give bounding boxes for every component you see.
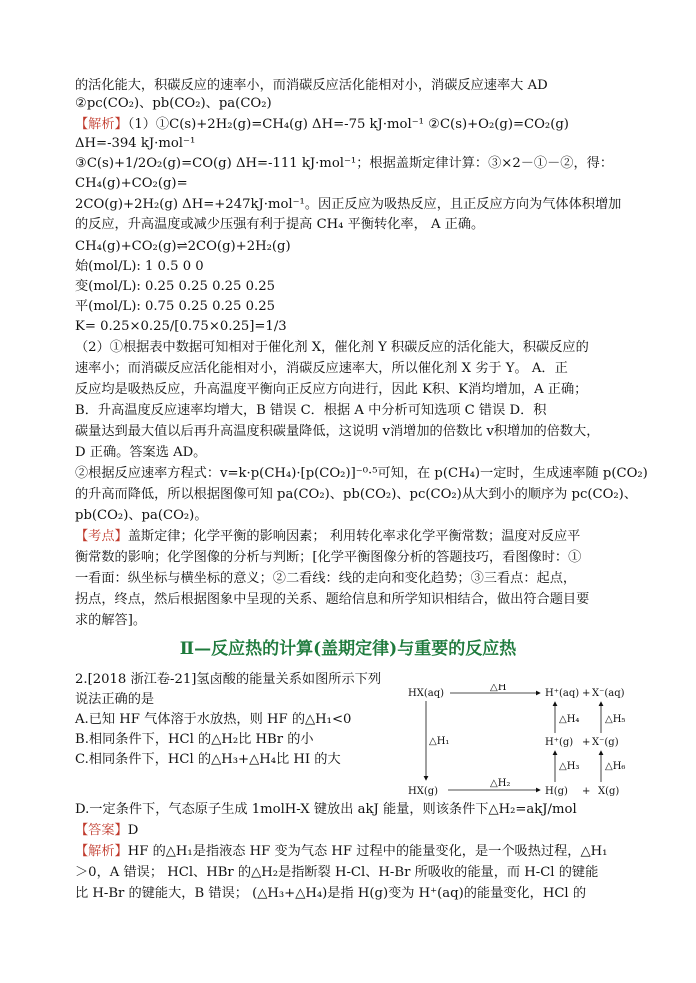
text-line (75, 238, 291, 256)
line-text: C.相同条件下，HCl 的△H₃+△H₄比 HI 的大 (75, 752, 341, 767)
text-line (75, 278, 275, 296)
line-text: 求的解答]。 (75, 613, 147, 628)
text-line (75, 612, 146, 630)
question-line (75, 751, 341, 769)
text-line (75, 528, 580, 546)
line-text: （2）①根据表中数据可知相对于催化剂 X，催化剂 Y 积碳反应的活化能大，积碳反应的 (75, 340, 589, 355)
text-line (75, 465, 648, 483)
text-line (75, 155, 613, 173)
plus-2: + (582, 737, 591, 748)
text-line (75, 116, 569, 134)
text-line (75, 175, 188, 193)
line-text: 碳量达到最大值以后再升高温度积碳量降低，这说明 v消增加的倍数比 v积增加的倍数大， (75, 424, 600, 439)
text-line (75, 549, 581, 567)
line-text: 平(mol/L): 0.75 0.25 0.25 0.25 (75, 299, 276, 314)
text-line (75, 196, 621, 214)
section-tag: 【答案】 (75, 823, 128, 838)
line-text: 变(mol/L): 0.25 0.25 0.25 0.25 (75, 279, 276, 294)
dh5-label: △H₅ (605, 714, 626, 725)
question-line (75, 731, 314, 749)
energy-cycle-diagram (408, 684, 638, 796)
section-tag: 【考点】 (75, 529, 128, 544)
line-text: D 正确。答案选 AD。 (75, 445, 207, 460)
x-minus-aq-label: X⁻(aq) (592, 688, 625, 699)
plus-1: + (582, 688, 591, 699)
text-line (75, 444, 206, 462)
dh-label: △H (490, 684, 507, 693)
line-text: CH₄(g)+CO₂(g)⇌2CO(g)+2H₂(g) (75, 239, 291, 254)
text-line (75, 507, 208, 525)
h-plus-g-label: H⁺(g) (545, 737, 574, 748)
question-line (75, 691, 154, 709)
text-line (75, 339, 589, 357)
h-g-label: H(g) (545, 786, 568, 796)
dh4-label: △H₄ (559, 714, 580, 725)
answer-line (75, 822, 138, 840)
line-text: ΔH=-394 kJ·mol⁻¹ (75, 136, 196, 151)
question-line (75, 711, 351, 729)
line-text: 2CO(g)+2H₂(g) ΔH=+247kJ·mol⁻¹。因正反应为吸热反应，且正反应方向为气体体积增加 (75, 197, 622, 212)
question-line (75, 671, 381, 689)
line-text: D (127, 823, 139, 838)
line-text: CH₄(g)+CO₂(g)= (75, 176, 188, 191)
line-text: 的反应，升高温度或减少压强有利于提高 CH₄ 平衡转化率， A 正确。 (75, 217, 485, 232)
x-g-label: X(g) (598, 786, 620, 796)
plus-3: + (582, 786, 591, 796)
line-text: B．升高温度反应速率均增大，B 错误 C．根据 A 中分析可知选项 C 错误 D．积 (75, 403, 547, 418)
line-text: pb(CO₂)、pa(CO₂)。 (75, 508, 208, 523)
question-line (75, 801, 577, 819)
line-text: ②根据反应速率方程式：v=k·p(CH₄)·[p(CO₂)]⁻⁰·⁵可知，在 p(CH₄)一定时，生成速率随 p(CO₂) (75, 466, 648, 481)
line-text: （1）①C(s)+2H₂(g)=CH₄(g) ΔH=-75 kJ·mol⁻¹ ②C(s)+O₂(g)=CO₂(g) (127, 117, 569, 132)
dh1-label: △H₁ (429, 736, 450, 747)
line-text: 2.[2018 浙江卷-21]氢卤酸的能量关系如图所示下列 (75, 672, 382, 687)
line-text: HF 的△H₁是指液态 HF 变为气态 HF 过程中的能量变化，是一个吸热过程，△H₁ (127, 844, 608, 859)
text-line (75, 570, 576, 588)
line-text: 一看面：纵坐标与横坐标的意义；②二看线：线的走向和变化趋势；③三看点：起点， (75, 571, 577, 586)
section-title: Ⅱ—反应热的计算(盖期定律)与重要的反应热 (179, 639, 517, 659)
line-text: 的活化能大，积碳反应的速率小，而消碳反应活化能相对小，消碳反应速率大 AD (75, 78, 548, 93)
analysis-line (75, 843, 607, 861)
text-line (75, 135, 195, 153)
line-text: ③C(s)+1/2O₂(g)=CO(g) ΔH=-111 kJ·mol⁻¹；根据盖斯定律计算：③×2－①－②，得： (75, 156, 614, 171)
line-text: 衡常数的影响；化学图像的分析与判断；[化学平衡图像分析的答题技巧，看图像时：① (75, 550, 582, 565)
line-text: D.一定条件下，气态原子生成 1molH-X 键放出 akJ 能量，则该条件下△H₂=akJ/mol (75, 802, 577, 817)
line-text: 拐点，终点，然后根据图象中呈现的关系、题给信息和所学知识相结合，做出符合题目要 (75, 592, 590, 607)
section-tag: 【解析】 (75, 844, 128, 859)
text-line (75, 360, 568, 378)
section-tag: 【解析】 (75, 117, 128, 132)
line-text: B.相同条件下，HCl 的△H₂比 HBr 的小 (75, 732, 314, 747)
dh2-label: △H₂ (490, 778, 511, 789)
text-line (75, 423, 599, 441)
line-text: ②pc(CO₂)、pb(CO₂)、pa(CO₂) (75, 96, 272, 111)
line-text: 盖斯定律；化学平衡的影响因素； 利用转化率求化学平衡常数；温度对反应平 (127, 529, 581, 544)
line-text: 速率小；而消碳反应活化能相对小，消碳反应速率大，所以催化剂 X 劣于 Y。 A．正 (75, 361, 568, 376)
text-line (75, 216, 484, 234)
text-line (75, 258, 204, 276)
analysis-line (75, 864, 598, 882)
text-line (75, 486, 637, 504)
dh6-label: △H₆ (605, 761, 626, 772)
x-minus-g-label: X⁻(g) (592, 737, 619, 748)
dh3-label: △H₃ (559, 761, 580, 772)
text-line (75, 318, 287, 336)
text-line (75, 402, 546, 420)
text-line (75, 381, 587, 399)
text-line (75, 591, 589, 609)
hx-aq-label: HX(aq) (408, 688, 445, 699)
line-text: 始(mol/L): 1 0.5 0 0 (75, 259, 204, 274)
analysis-line (75, 885, 586, 903)
text-line (75, 95, 272, 113)
h-plus-aq-label: H⁺(aq) (545, 688, 580, 699)
line-text: A.已知 HF 气体溶于水放热，则 HF 的△H₁<0 (75, 712, 352, 727)
line-text: 反应均是吸热反应，升高温度平衡向正反应方向进行，因此 K积、K消均增加，A 正确； (75, 382, 588, 397)
line-text: ＞0，A 错误； HCl、HBr 的△H₂是指断裂 H-Cl、H-Br 所吸收的能量，而 H-Cl 的键能 (75, 865, 599, 880)
line-text: 的升高而降低，所以根据图像可知 pa(CO₂)、pb(CO₂)、pc(CO₂)从大到小的顺序为 pc(CO₂)、 (75, 487, 638, 502)
hx-g-label: HX(g) (408, 786, 439, 796)
text-line (75, 77, 548, 95)
line-text: K= 0.25×0.25/[0.75×0.25]=1/3 (75, 319, 287, 334)
line-text: 说法正确的是 (75, 692, 155, 707)
line-text: 比 H-Br 的键能大，B 错误； (△H₃+△H₄)是指 H(g)变为 H⁺(aq)的能量变化，HCl 的 (75, 886, 587, 901)
text-line (75, 298, 275, 316)
